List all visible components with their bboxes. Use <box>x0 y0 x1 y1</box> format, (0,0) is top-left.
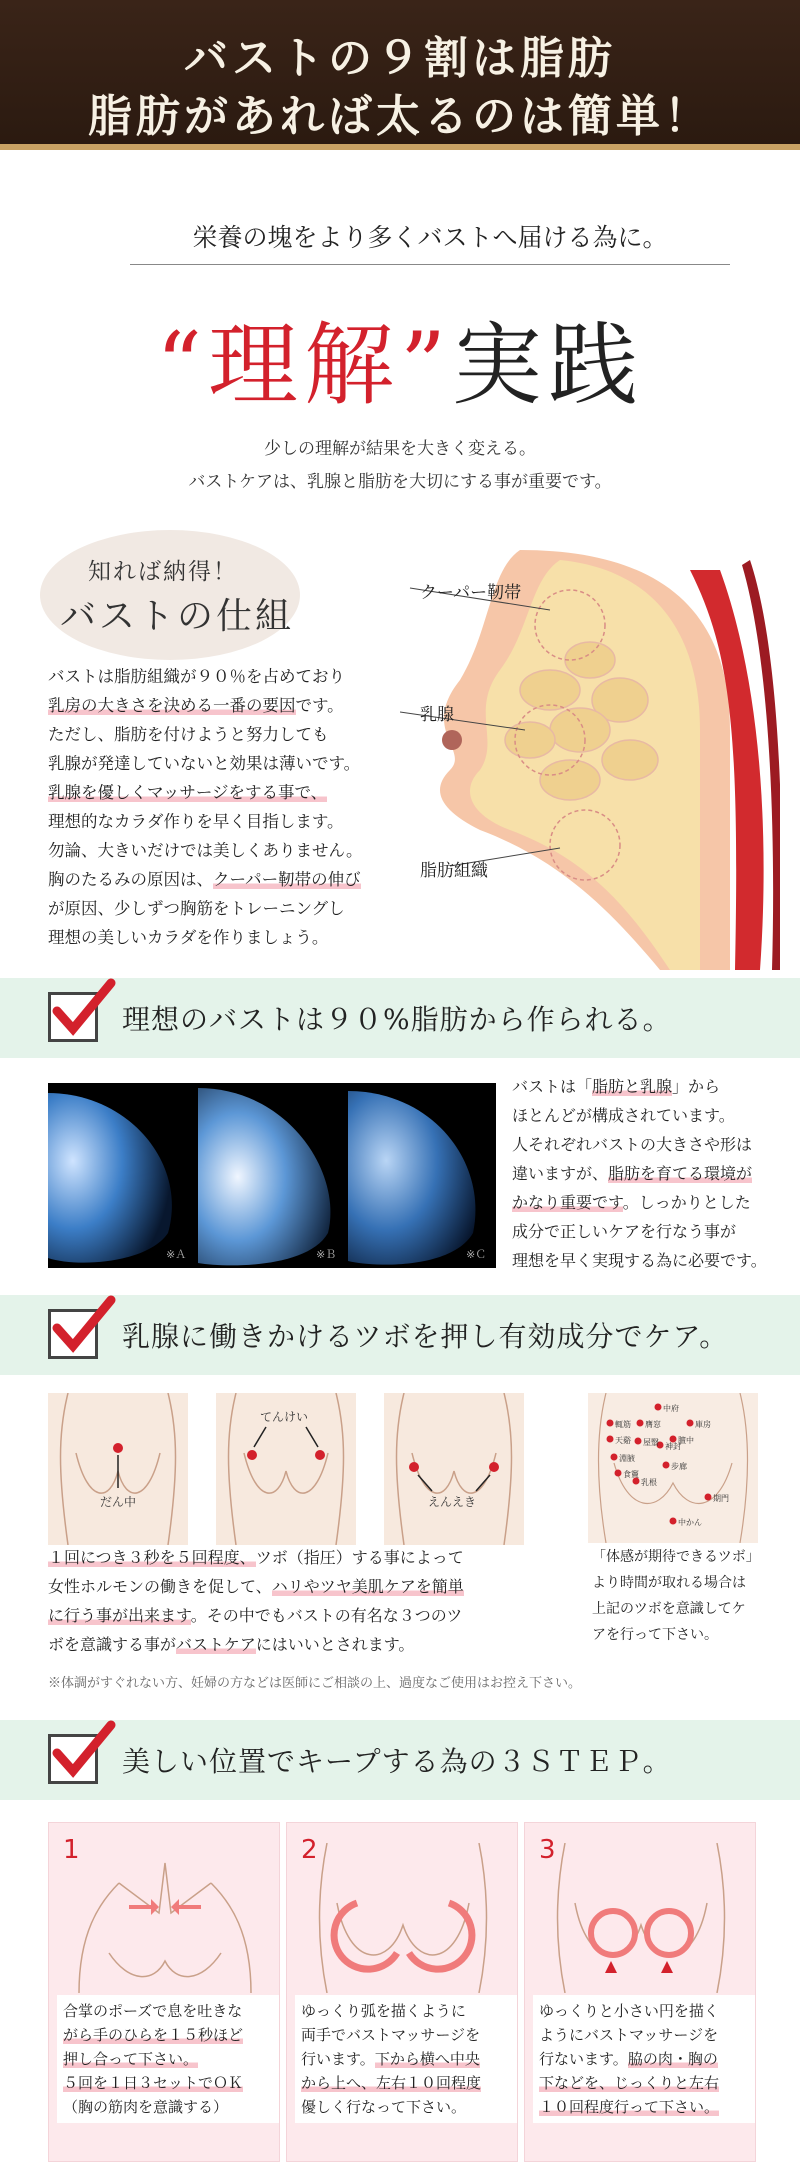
check-icon <box>48 992 98 1042</box>
text-segment: 行ないます。 <box>539 2050 628 2068</box>
map-line-4: アを行って下さい。 <box>592 1627 718 1643</box>
bubble-small-text: 知れば納得！ <box>88 559 238 585</box>
text-segment: 違いますが、 <box>512 1164 609 1183</box>
acupoint-label: 中府 <box>663 1404 679 1413</box>
highlighted-text: がら手のひらを１５秒ほど <box>63 2026 244 2044</box>
text-segment: （胸の筋肉を意識する） <box>63 2098 229 2116</box>
text-line <box>48 778 408 807</box>
acupoint-label-tenkei: てんけい <box>260 1410 309 1424</box>
step-3-illustration <box>535 1843 747 1993</box>
check-icon <box>48 1734 98 1784</box>
text-segment: です。 <box>295 696 344 715</box>
text-line <box>301 1999 511 2023</box>
step-card-1 <box>48 1822 280 2162</box>
acupoint-dot <box>611 1454 618 1461</box>
banner-3-steps <box>0 1720 800 1800</box>
title-understand: “理解” <box>155 313 453 418</box>
text-line <box>512 1130 792 1159</box>
text-line <box>48 691 408 720</box>
page-title <box>0 292 800 418</box>
text-line <box>63 2095 273 2119</box>
check-icon <box>48 1309 98 1359</box>
highlighted-text: 下から横へ中央 <box>374 2050 480 2068</box>
banner-fat-90-text: 理想のバストは９０%脂肪から作られる。 <box>122 1003 672 1036</box>
acupoint-label: 中かん <box>678 1518 702 1527</box>
text-segment: 両手でバストマッサージを <box>301 2026 481 2044</box>
text-segment: が原因、少しずつ胸筋をトレーニングし <box>48 899 345 918</box>
caution-note: ※体調がすぐれない方、妊婦の方などは医師にご相談の上、過度なご使用はお控え下さい。 <box>48 1676 582 1691</box>
text-segment: にはいいとされます。 <box>255 1635 415 1654</box>
text-line <box>301 2095 511 2119</box>
step-2-illustration <box>297 1843 509 1993</box>
intro-line-2: バストケアは、乳腺と脂肪を大切にする事が重要です。 <box>188 472 612 492</box>
mammogram-a <box>48 1083 196 1268</box>
highlighted-text: 下などを、じっくりと左右 <box>539 2074 720 2092</box>
highlighted-text: クーパー靭帯の伸び <box>213 870 361 889</box>
text-segment: 理想を早く実現する為に必要です。 <box>512 1251 767 1270</box>
acupressure-text <box>48 1543 568 1659</box>
step-3-text <box>533 1995 755 2123</box>
highlighted-text: ハリやツヤ美肌ケアを簡単 <box>271 1577 464 1596</box>
highlighted-text: 押し合って下さい。 <box>63 2050 199 2068</box>
acupoint-label: 神封 <box>665 1442 681 1451</box>
text-line <box>512 1188 792 1217</box>
acupoint-dot <box>687 1420 694 1427</box>
text-line <box>48 836 408 865</box>
torso-tenkei <box>216 1393 356 1545</box>
step-number: 1 <box>63 1835 80 1865</box>
highlighted-text: バストケア <box>176 1635 256 1654</box>
text-segment: 行います。 <box>301 2050 375 2068</box>
highlighted-text: １０回程度行って下さい。 <box>539 2098 720 2116</box>
step-number: 3 <box>539 1835 556 1865</box>
highlighted-text: 脂肪と乳腺 <box>592 1077 673 1096</box>
acupoint-map-figure <box>588 1393 758 1543</box>
text-line <box>48 865 408 894</box>
torso-enneki <box>384 1393 524 1545</box>
text-segment: ようにバストマッサージを <box>539 2026 719 2044</box>
text-line <box>48 662 408 691</box>
acupoint-label: 淵腋 <box>619 1454 635 1463</box>
text-line <box>63 2047 273 2071</box>
fat-mammary-text <box>512 1072 792 1275</box>
highlighted-text: 脇の肉・胸の <box>627 2050 718 2068</box>
highlighted-text: 乳腺を優しくマッサージをする事で、 <box>48 783 328 802</box>
text-line <box>48 1630 568 1659</box>
text-segment: バストは脂肪組織が９０％を占めており <box>48 667 345 686</box>
step-2-text <box>295 1995 517 2123</box>
text-line <box>539 2047 749 2071</box>
text-line <box>63 2071 273 2095</box>
text-line <box>512 1159 792 1188</box>
acupoint-dot <box>635 1438 642 1445</box>
text-segment: 理想の美しいカラダを作りましょう。 <box>48 928 329 947</box>
acupoint-label-enneki: えんえき <box>428 1495 477 1509</box>
text-line <box>48 720 408 749</box>
text-segment: 理想的なカラダ作りを早く目指します。 <box>48 812 344 831</box>
map-line-2: より時間が取れる場合は <box>592 1575 746 1591</box>
acupoint-dot <box>705 1494 712 1501</box>
step-card-3 <box>524 1822 756 2162</box>
hero-banner <box>0 0 800 150</box>
text-segment: 胸のたるみの原因は、 <box>48 870 213 889</box>
intro-line-1: 少しの理解が結果を大きく変える。 <box>264 439 536 459</box>
nipple <box>442 730 462 750</box>
highlighted-text: ５回を１日３セットでＯＫ <box>63 2074 244 2092</box>
acupoint-label: 庫房 <box>695 1420 711 1429</box>
highlighted-text: １回につき３秒を５回程度、 <box>48 1548 256 1567</box>
text-segment: 。その中でもバストの有名な３つのツ <box>190 1606 463 1625</box>
hero-line-1: バストの９割は脂肪 <box>184 33 616 84</box>
step-1-illustration <box>59 1843 271 1993</box>
acupoint-label: 輒筋 <box>615 1420 631 1429</box>
text-segment: 乳腺が発達していないと効果は薄いです。 <box>48 754 361 773</box>
text-line <box>48 807 408 836</box>
text-segment: ゆっくり弧を描くように <box>301 2002 466 2020</box>
highlighted-text: かなり重要です <box>512 1193 623 1212</box>
text-line <box>512 1217 792 1246</box>
acupoint-dot <box>615 1470 622 1477</box>
highlighted-text: 脂肪を育てる環境が <box>608 1164 753 1183</box>
bust-structure-text <box>48 662 408 952</box>
text-line <box>512 1072 792 1101</box>
text-segment: 勿論、大きいだけでは美しくありません。 <box>48 841 363 860</box>
bubble-big-text: バストの仕組 <box>60 596 295 637</box>
banner-acupoints-text: 乳腺に働きかけるツボを押し有効成分でケア。 <box>122 1320 729 1353</box>
acupoint-label: 乳根 <box>641 1478 657 1487</box>
text-segment: バストは「 <box>512 1077 593 1096</box>
text-line <box>539 2095 749 2119</box>
acupoint-dot <box>607 1436 614 1443</box>
text-line <box>48 1601 568 1630</box>
text-segment: 成分で正しいケアを行なう事が <box>512 1222 737 1241</box>
acupoint-dot <box>663 1462 670 1469</box>
step-number: 2 <box>301 1835 318 1865</box>
label-fat: 脂肪組織 <box>420 861 488 881</box>
banner-3-steps-text: 美しい位置でキープする為の３ＳＴＥＰ。 <box>122 1745 672 1778</box>
text-line <box>63 2023 273 2047</box>
banner-acupoints <box>0 1295 800 1375</box>
text-line <box>512 1101 792 1130</box>
text-line <box>539 1999 749 2023</box>
step-1-text <box>57 1995 279 2123</box>
banner-fat-90 <box>0 978 800 1058</box>
text-segment: ボを意識する事が <box>48 1635 177 1654</box>
text-segment: 」から <box>672 1077 721 1096</box>
torso-danchu <box>48 1393 188 1545</box>
text-line <box>48 894 408 923</box>
acupoint-label: 期門 <box>713 1494 729 1503</box>
label-mammary: 乳腺 <box>420 705 454 725</box>
text-segment: ゆっくりと小さい円を描く <box>539 2002 719 2020</box>
text-line <box>48 923 408 952</box>
text-segment: 優しく行なって下さい。 <box>301 2098 467 2116</box>
acupoint-label: 天谿 <box>615 1436 631 1445</box>
text-line <box>301 2023 511 2047</box>
text-segment: 人それぞれバストの大きさや形は <box>512 1135 753 1154</box>
text-line <box>539 2023 749 2047</box>
text-line <box>63 1999 273 2023</box>
acupoint-dot <box>655 1404 662 1411</box>
title-practice: 実践 <box>452 313 645 418</box>
label-cooper: クーパー靭帯 <box>420 583 522 603</box>
acupoint-label: 膻中 <box>678 1436 694 1445</box>
text-segment: ツボ（指圧）する事によって <box>255 1548 464 1567</box>
acupoint-dot <box>637 1420 644 1427</box>
text-segment: 合掌のポーズで息を吐きな <box>63 2002 243 2020</box>
acupoint-map-text <box>592 1544 782 1648</box>
caption-a: ※Ａ <box>166 1248 187 1261</box>
highlighted-text: から上へ、左右１０回程度 <box>301 2074 482 2092</box>
acupoint-dot <box>670 1518 677 1525</box>
text-segment: 。しっかりとした <box>622 1193 751 1212</box>
highlighted-text: 乳房の大きさを決める一番の要因 <box>48 696 296 715</box>
acupoint-label: 步廊 <box>671 1462 687 1471</box>
mammogram-images <box>48 1083 496 1268</box>
text-line <box>539 2071 749 2095</box>
acupoint-map <box>588 1393 758 1543</box>
map-line-3: 上記のツボを意識してケ <box>592 1601 746 1617</box>
caption-b: ※Ｂ <box>316 1248 337 1261</box>
text-line <box>301 2071 511 2095</box>
acupoint-label: 食竇 <box>623 1470 639 1479</box>
text-segment: 女性ホルモンの働きを促して、 <box>48 1577 272 1596</box>
step-card-2 <box>286 1822 518 2162</box>
text-line <box>48 1572 568 1601</box>
text-segment: ただし、脂肪を付けようと努力しても <box>48 725 329 744</box>
acupoint-label: 膺窓 <box>645 1420 661 1429</box>
intro-subheading: 栄養の塊をより多くバストへ届ける為に。 <box>130 218 730 265</box>
text-segment: ほとんどが構成されています。 <box>512 1106 735 1125</box>
acupoint-dot <box>607 1420 614 1427</box>
caption-c: ※Ｃ <box>466 1248 487 1261</box>
highlighted-text: に行う事が出来ます <box>48 1606 191 1625</box>
mammogram-b <box>198 1083 346 1268</box>
text-line <box>48 749 408 778</box>
text-line <box>48 1543 568 1572</box>
map-line-1: 「体感が期待できるツボ」 <box>592 1549 760 1565</box>
text-line <box>301 2047 511 2071</box>
text-line <box>512 1246 792 1275</box>
hero-line-2: 脂肪があれば太るのは簡単！ <box>88 91 712 142</box>
acupoint-label: 屋翳 <box>643 1438 659 1447</box>
acupoint-label-danchu: だん中 <box>100 1495 137 1509</box>
mammogram-c <box>348 1083 496 1268</box>
